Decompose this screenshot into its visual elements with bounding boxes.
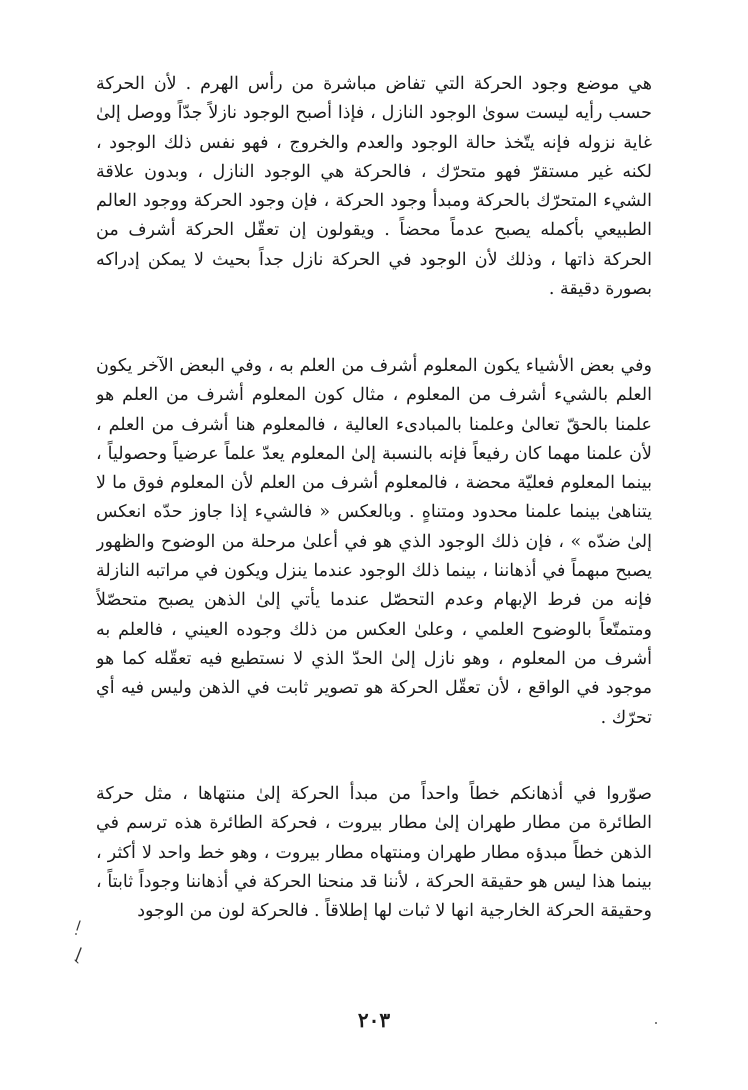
page-text-block — [96, 70, 652, 956]
paragraph-1: هي موضع وجود الحركة التي تفاض مباشرة من رأس الهرم . لأن الحركة حسب رأيه ليست سوىٰ الوجود النازل ، فإذا أصبح الوجود نازلاً جدّاً ووصل إلىٰ غاية نزوله فإنه يتّخذ حالة الوجود والعدم والخروج ، فهو نفس ذلك الوجود ، لكنه غير مستقرّ فهو متحرّك ، فالحركة هي الوجود النازل ، وبدون علاقة الشيء المتحرّك بالحركة ومبدأ وجود الحركة ، فإن وجود الحركة ووجود العالم الطبيعي بأكمله يصبح عدماً محضاً . ويقولون إن تعقّل الحركة أشرف من الحركة ذاتها ، وذلك لأن الوجود في الحركة نازل جداً بحيث لا يمكن إدراكه بصورة دقيقة . — [96, 74, 652, 300]
scan-speck — [655, 1022, 657, 1024]
page-number: ٢٠٣ — [357, 1008, 391, 1032]
margin-pen-mark-icon — [72, 946, 84, 968]
paragraph-3: صوّروا في أذهانكم خطاً واحداً من مبدأ الحركة إلىٰ منتهاها ، مثل حركة الطائرة من مطار طهران إلىٰ مطار بيروت ، فحركة الطائرة هذه ترسم في الذهن خطاً مبدؤه مطار طهران ومنتهاه مطار بيروت ، وهو خط واحد لا أكثر ، بينما هذا ليس هو حقيقة الحركة ، لأننا قد منحنا الحركة في أذهاننا وجوداً ثابتاً ، وحقيقة الحركة الخارجية انها لا ثبات لها إطلاقاً . فالحركة لون من الوجود — [96, 784, 652, 922]
margin-pen-mark-icon — [72, 918, 84, 940]
paragraph-2: وفي بعض الأشياء يكون المعلوم أشرف من العلم به ، وفي البعض الآخر يكون العلم بالشيء أشرف من المعلوم ، مثال كون المعلوم أشرف من العلم هو علمنا بالحقّ تعالىٰ وعلمنا بالمبادىء العالية ، فالمعلوم هنا أشرف من العلم ، لأن علمنا مهما كان رفيعاً فإنه بالنسبة إلىٰ المعلوم يعدّ علماً عرضياً وحصولياً ، بينما المعلوم فعليّة محضة ، فالمعلوم أشرف من العلم لأن المعلوم فوق ما لا يتناهىٰ بينما علمنا محدود ومتناهٍ . وبالعكس « فالشيء إذا جاوز حدّه انعكس إلىٰ ضدّه » ، فإن ذلك الوجود الذي هو في أعلىٰ مرحلة من الوضوح والظهور يصبح مبهماً في أذهاننا ، بينما ذلك الوجود عندما ينزل ويكون في مراتبه النازلة فإنه من فرط الإبهام وعدم التحصّل عندما يأتي إلىٰ الذهن يصبح متحصّلاً ومتمتّعاً بالوضوح العلمي ، وعلىٰ العكس من ذلك وجوده العيني ، فالعلم به أشرف من المعلوم ، وهو نازل إلىٰ الحدّ الذي لا نستطيع فيه تعقّله كما هو موجود في الواقع ، لأن تعقّل الحركة هو تصوير ثابت في الذهن وليس فيه أي تحرّك . — [96, 356, 652, 728]
